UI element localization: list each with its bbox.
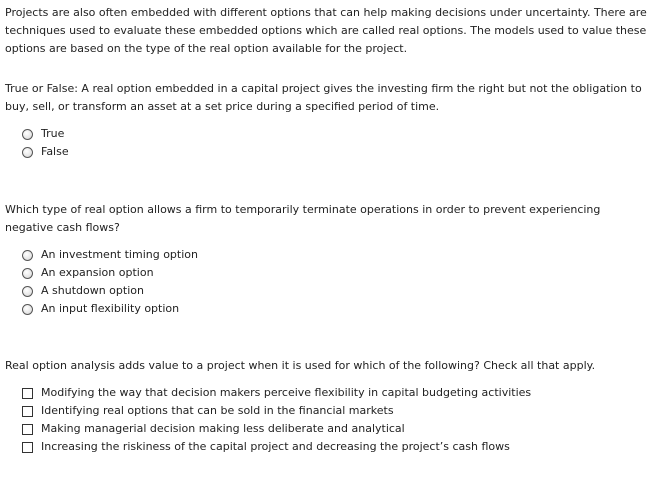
intro-paragraph: Projects are also often embedded with different options that can help making decisions under uncertainty. There are techniques used to evaluate these embedded options which are called real options. The models used to value these options are based on the type of the real option available for the project. bbox=[5, 6, 647, 55]
option-label: An investment timing option bbox=[41, 248, 198, 261]
checkbox[interactable] bbox=[22, 424, 33, 435]
q2-option-expansion[interactable] bbox=[22, 264, 154, 282]
option-label: False bbox=[41, 145, 69, 158]
q2-option-shutdown[interactable] bbox=[22, 282, 144, 300]
q2-option-input-flexibility[interactable] bbox=[22, 300, 179, 318]
q1-option-true[interactable] bbox=[22, 125, 64, 143]
q2-option-investment-timing[interactable] bbox=[22, 246, 198, 264]
option-label: Making managerial decision making less deliberate and analytical bbox=[41, 422, 405, 435]
question-3-text: Real option analysis adds value to a project when it is used for which of the following? Check all that apply. bbox=[5, 359, 596, 372]
option-label: Increasing the riskiness of the capital project and decreasing the project’s cash flows bbox=[41, 440, 510, 453]
radio-button[interactable] bbox=[22, 250, 33, 261]
radio-button[interactable] bbox=[22, 268, 33, 279]
checkbox[interactable] bbox=[22, 388, 33, 399]
q3-option-2[interactable] bbox=[22, 402, 394, 420]
q1-option-false[interactable] bbox=[22, 143, 69, 161]
option-label: An input flexibility option bbox=[41, 302, 180, 315]
q3-option-4[interactable] bbox=[22, 438, 510, 456]
radio-button[interactable] bbox=[22, 129, 33, 140]
option-label: True bbox=[41, 127, 65, 140]
q3-option-1[interactable] bbox=[22, 384, 531, 402]
radio-button[interactable] bbox=[22, 286, 33, 297]
question-1-text: True or False: A real option embedded in a capital project gives the investing firm the right but not the obligation to buy, sell, or transform an asset at a set price during a specified period of time. bbox=[5, 82, 642, 113]
option-label: An expansion option bbox=[41, 266, 154, 279]
checkbox[interactable] bbox=[22, 406, 33, 417]
radio-button[interactable] bbox=[22, 304, 33, 315]
option-label: Modifying the way that decision makers perceive flexibility in capital budgeting activities bbox=[41, 386, 532, 399]
q3-option-3[interactable] bbox=[22, 420, 405, 438]
option-label: A shutdown option bbox=[41, 284, 144, 297]
radio-button[interactable] bbox=[22, 147, 33, 158]
option-label: Identifying real options that can be sold in the financial markets bbox=[41, 404, 394, 417]
question-2-text: Which type of real option allows a firm to temporarily terminate operations in order to prevent experiencing negative cash flows? bbox=[5, 203, 601, 234]
checkbox[interactable] bbox=[22, 442, 33, 453]
